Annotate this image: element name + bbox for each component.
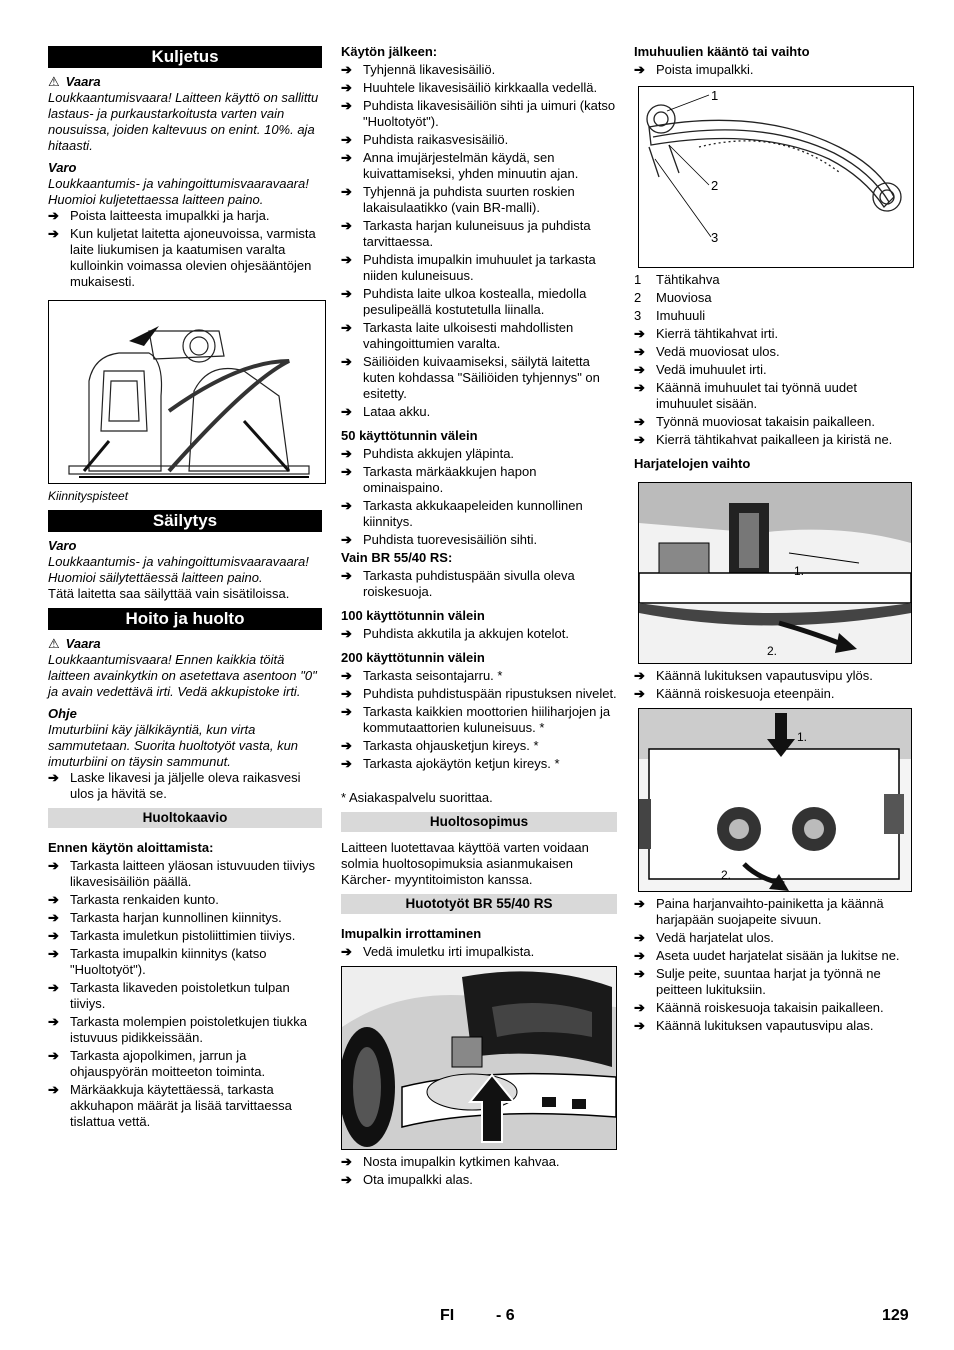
list-item: ➔ Tarkasta laite ulkoisesti mahdollisten vahingoittumien varalta. — [341, 320, 574, 351]
figure-caption: Kiinnityspisteet — [48, 489, 129, 503]
arrow-right-icon: ➔ — [341, 686, 352, 701]
arrow-right-icon: ➔ — [48, 770, 59, 785]
arrow-right-icon: ➔ — [48, 946, 59, 961]
list-item: ➔ Kierrä tähtikahvat paikalleen ja kiristä ne. — [634, 432, 893, 447]
list-item: ➔ Tyhjennä ja puhdista suurten roskien lakaisulaatikko (vain BR-malli). — [341, 184, 575, 215]
step-list — [634, 62, 912, 78]
arrow-right-icon: ➔ — [634, 1018, 645, 1033]
subheading: Harjatelojen vaihto — [634, 456, 751, 471]
list-item: ➔ Kun kuljetat laitetta ajoneuvoissa, varmista laite liukumisen ja kaatumisen varalta kulloinkin voimassa olevien ohjesääntöjen mukaisesti. — [48, 226, 316, 289]
list-item: ➔ Aseta uudet harjatelat sisään ja lukitse ne. — [634, 948, 900, 963]
list-item: ➔ Puhdista puhdistuspään ripustuksen nivelet. — [341, 686, 617, 701]
column-1 — [48, 44, 322, 1132]
list-item: ➔ Vedä harjatelat ulos. — [634, 930, 774, 945]
list-item: ➔ Märkäakkuja käytettäessä, tarkasta akkuhapon määrät ja lisää tarvittaessa tislattua vettä. — [48, 1082, 292, 1129]
arrow-right-icon: ➔ — [634, 432, 645, 447]
column-2 — [341, 44, 617, 1190]
section-title-hoito: Hoito ja huolto — [48, 608, 322, 630]
subheading: Vain BR 55/40 RS: — [341, 550, 453, 565]
list-item: ➔ Tarkasta molempien poistoletkujen tiukka istuvuus pidikkeissään. — [48, 1014, 308, 1045]
step-list — [634, 896, 912, 1034]
footnote: * Asiakaspalvelu suorittaa. — [341, 790, 493, 805]
step-list — [341, 568, 617, 600]
brush-head-drawing-2 — [639, 709, 911, 891]
list-item: ➔ Käännä lukituksen vapautusvipu ylös. — [634, 668, 873, 683]
step-list — [341, 1154, 617, 1188]
list-item: ➔ Huuhtele likavesisäiliö kirkkaalla vedellä. — [341, 80, 598, 95]
subsection-title-huoltosopimus: Huoltosopimus — [341, 812, 617, 832]
arrow-right-icon: ➔ — [341, 1154, 352, 1169]
list-item: ➔ Tarkasta harjan kunnollinen kiinnitys. — [48, 910, 282, 925]
list-item: ➔ Laske likavesi ja jäljelle oleva raikasvesi ulos ja hävitä se. — [48, 770, 301, 801]
arrow-right-icon: ➔ — [341, 404, 352, 419]
warning-triangle-icon: ⚠ — [48, 636, 60, 651]
list-item: ➔ Tarkasta akkukaapeleiden kunnollinen kiinnitys. — [341, 498, 583, 529]
arrow-right-icon: ➔ — [341, 464, 352, 479]
legend-item: 1 Tähtikahva — [634, 272, 720, 287]
list-item: ➔ Tarkasta likaveden poistoletkun tulpan tiiviys. — [48, 980, 290, 1011]
list-item: ➔ Kierrä tähtikahvat irti. — [634, 326, 779, 341]
list-item: ➔ Käännä lukituksen vapautusvipu alas. — [634, 1018, 874, 1033]
caution-heading: Varo — [48, 160, 77, 175]
list-item: ➔ Vedä imuletku irti imupalkista. — [341, 944, 535, 959]
list-item: ➔ Tarkasta ajopolkimen, jarrun ja ohjauspyörän moitteeton toiminta. — [48, 1048, 266, 1079]
step-list — [634, 668, 912, 702]
list-item: ➔ Poista imupalkki. — [634, 62, 754, 77]
list-item: ➔ Puhdista imupalkin imuhuulet ja tarkasta niiden kuluneisuus. — [341, 252, 596, 283]
list-item: ➔ Puhdista raikasvesisäiliö. — [341, 132, 509, 147]
subheading: 100 käyttötunnin välein — [341, 608, 485, 623]
arrow-right-icon: ➔ — [341, 568, 352, 583]
list-item: ➔ Käännä roiskesuoja eteenpäin. — [634, 686, 835, 701]
footer-language: FI — [440, 1307, 455, 1324]
brush-head-illustration-2 — [638, 708, 912, 892]
list-item: ➔ Poista laitteesta imupalkki ja harja. — [48, 208, 270, 223]
arrow-right-icon: ➔ — [341, 498, 352, 513]
list-item: ➔ Tarkasta imuletkun pistoliittimien tiiviys. — [48, 928, 296, 943]
brush-head-illustration-1 — [638, 482, 912, 664]
caution-text: Loukkaantumis- ja vahingoittumisvaaravaara! Huomioi säilytettäessä laitteen paino. — [48, 554, 309, 585]
arrow-right-icon: ➔ — [634, 1000, 645, 1015]
warning-heading: ⚠ Vaara — [48, 74, 101, 89]
section-title-kuljetus: Kuljetus — [48, 46, 322, 68]
tie-down-illustration — [48, 300, 326, 484]
step-list — [341, 446, 617, 548]
squeegee-lip-drawing — [639, 87, 913, 267]
arrow-right-icon: ➔ — [341, 98, 352, 113]
arrow-right-icon: ➔ — [634, 344, 645, 359]
list-item: ➔ Tarkasta kaikkien moottorien hiiliharjojen ja kommutaattorien kuluneisuus. * — [341, 704, 611, 735]
subheading: 200 käyttötunnin välein — [341, 650, 485, 665]
list-item: ➔ Tarkasta seisontajarru. * — [341, 668, 503, 683]
warning-text: Loukkaantumisvaara! Ennen kaikkia töitä laitteen avainkytkin on asetettava asentoon "0" ja avain vedettävä irti. Vedä akkupistoke irti. — [48, 652, 317, 699]
list-item: ➔ Tarkasta märkäakkujen hapon ominaispaino. — [341, 464, 537, 495]
arrow-right-icon: ➔ — [341, 354, 352, 369]
step-list — [48, 858, 322, 1130]
subheading: Ennen käytön aloittamista: — [48, 840, 214, 855]
list-item: ➔ Tyhjennä likavesisäiliö. — [341, 62, 496, 77]
brush-head-drawing-1 — [639, 483, 911, 663]
list-item: ➔ Tarkasta puhdistuspään sivulla oleva roiskesuoja. — [341, 568, 575, 599]
arrow-right-icon: ➔ — [634, 930, 645, 945]
arrow-right-icon: ➔ — [48, 1082, 59, 1097]
list-item: ➔ Tarkasta imupalkin kiinnitys (katso "Huoltotyöt"). — [48, 946, 267, 977]
squeegee-lip-illustration — [638, 86, 914, 268]
step-label-2: 2. — [721, 868, 732, 882]
arrow-right-icon: ➔ — [48, 980, 59, 995]
arrow-right-icon: ➔ — [341, 62, 352, 77]
arrow-right-icon: ➔ — [634, 966, 645, 981]
list-item: ➔ Työnnä muoviosat takaisin paikalleen. — [634, 414, 875, 429]
arrow-right-icon: ➔ — [341, 668, 352, 683]
arrow-right-icon: ➔ — [48, 858, 59, 873]
arrow-right-icon: ➔ — [634, 362, 645, 377]
list-item: ➔ Tarkasta ohjausketjun kireys. * — [341, 738, 539, 753]
note-text: Imuturbiini käy jälkikäyntiä, kun virta sammutetaan. Suorita huoltotyöt vasta, kun imuturbiini on täysin sammunut. — [48, 722, 299, 769]
arrow-right-icon: ➔ — [341, 252, 352, 267]
subheading: 50 käyttötunnin välein — [341, 428, 478, 443]
list-item: ➔ Säiliöiden kuivaamiseksi, säilytä laitetta kuten kohdassa "Säiliöiden tyhjennys" on esitetty. — [341, 354, 600, 401]
arrow-right-icon: ➔ — [48, 1014, 59, 1029]
contract-text: Laitteen luotettavaa käyttöä varten voidaan solmia huoltosopimuksia asianmukaisen Kärcher- myyntitoimiston kanssa. — [341, 840, 589, 887]
arrow-right-icon: ➔ — [341, 218, 352, 233]
arrow-right-icon: ➔ — [48, 208, 59, 223]
arrow-right-icon: ➔ — [341, 132, 352, 147]
list-item: ➔ Lataa akku. — [341, 404, 431, 419]
arrow-right-icon: ➔ — [634, 380, 645, 395]
list-item: ➔ Käännä imuhuulet tai työnnä uudet imuhuulet sisään. — [634, 380, 857, 411]
step-list — [341, 626, 617, 642]
arrow-right-icon: ➔ — [341, 80, 352, 95]
arrow-right-icon: ➔ — [341, 446, 352, 461]
column-3 — [634, 44, 912, 1036]
arrow-right-icon: ➔ — [634, 668, 645, 683]
list-item: ➔ Puhdista likavesisäiliön sihti ja uimuri (katso "Huoltotyöt"). — [341, 98, 616, 129]
machine-drawing — [49, 301, 325, 483]
subheading: Käytön jälkeen: — [341, 44, 438, 59]
arrow-right-icon: ➔ — [634, 62, 645, 77]
arrow-right-icon: ➔ — [341, 320, 352, 335]
arrow-right-icon: ➔ — [634, 948, 645, 963]
list-item: ➔ Tarkasta harjan kuluneisuus ja puhdista tarvittaessa. — [341, 218, 591, 249]
step-label-1: 1. — [794, 564, 805, 578]
arrow-right-icon: ➔ — [341, 1172, 352, 1187]
arrow-right-icon: ➔ — [48, 928, 59, 943]
footer-local-page: - 6 — [496, 1307, 515, 1324]
subsection-title-huoltokaavio: Huoltokaavio — [48, 808, 322, 828]
step-list — [341, 62, 617, 420]
list-item: ➔ Vedä imuhuulet irti. — [634, 362, 767, 377]
arrow-right-icon: ➔ — [341, 704, 352, 719]
step-list — [341, 944, 617, 960]
warning-heading: ⚠ Vaara — [48, 636, 101, 651]
callout-2: 2 — [711, 178, 719, 193]
footer-page-number: 129 — [882, 1307, 909, 1324]
arrow-right-icon: ➔ — [634, 414, 645, 429]
arrow-right-icon: ➔ — [341, 944, 352, 959]
list-item: ➔ Puhdista tuorevesisäiliön sihti. — [341, 532, 538, 547]
legend-list — [634, 272, 912, 324]
step-list — [341, 668, 617, 772]
list-item: ➔ Puhdista akkujen yläpinta. — [341, 446, 515, 461]
storage-text: Tätä laitetta saa säilyttää vain sisätiloissa. — [48, 586, 290, 601]
list-item: ➔ Paina harjanvaihto-painiketta ja käännä harjapään suojapeite sivuun. — [634, 896, 884, 927]
subheading: Imupalkin irrottaminen — [341, 926, 482, 941]
warning-triangle-icon: ⚠ — [48, 74, 60, 89]
squeegee-removal-illustration — [341, 966, 617, 1150]
list-item: ➔ Tarkasta laitteen yläosan istuvuuden tiiviys likavesisäiliön päällä. — [48, 858, 315, 889]
section-title-sailytys: Säilytys — [48, 510, 322, 532]
list-item: ➔ Tarkasta ajokäytön ketjun kireys. * — [341, 756, 560, 771]
step-label-1: 1. — [797, 730, 808, 744]
arrow-right-icon: ➔ — [341, 532, 352, 547]
arrow-right-icon: ➔ — [341, 738, 352, 753]
subsection-title-huoltotyot: Huototyöt BR 55/40 RS — [341, 894, 617, 914]
note-heading: Ohje — [48, 706, 77, 721]
warning-text: Loukkaantumisvaara! Laitteen käyttö on sallittu lastaus- ja purkaustarkoitusta varten vain nousuissa, joiden kaltevuus on enint. 10%. aja hitaasti. — [48, 90, 319, 153]
arrow-right-icon: ➔ — [341, 626, 352, 641]
arrow-right-icon: ➔ — [48, 892, 59, 907]
arrow-right-icon: ➔ — [341, 184, 352, 199]
arrow-right-icon: ➔ — [634, 326, 645, 341]
callout-3: 3 — [711, 230, 719, 245]
arrow-right-icon: ➔ — [341, 286, 352, 301]
list-item: ➔ Sulje peite, suuntaa harjat ja työnnä ne peitteen lukituksiin. — [634, 966, 881, 997]
list-item: ➔ Vedä muoviosat ulos. — [634, 344, 780, 359]
step-list — [48, 770, 322, 802]
callout-1: 1 — [711, 88, 719, 103]
arrow-right-icon: ➔ — [341, 756, 352, 771]
list-item: ➔ Anna imujärjestelmän käydä, sen kuivattamiseksi, yhden minuutin ajan. — [341, 150, 579, 181]
list-item: ➔ Puhdista akkutila ja akkujen kotelot. — [341, 626, 569, 641]
caution-heading: Varo — [48, 538, 77, 553]
list-item: ➔ Ota imupalkki alas. — [341, 1172, 473, 1187]
legend-item: 2 Muoviosa — [634, 290, 712, 305]
arrow-right-icon: ➔ — [48, 1048, 59, 1063]
list-item: ➔ Tarkasta renkaiden kunto. — [48, 892, 219, 907]
caution-text: Loukkaantumis- ja vahingoittumisvaaravaara! Huomioi kuljetettaessa laitteen paino. — [48, 176, 309, 207]
arrow-right-icon: ➔ — [48, 910, 59, 925]
step-label-2: 2. — [767, 644, 778, 658]
list-item: ➔ Käännä roiskesuoja takaisin paikalleen. — [634, 1000, 884, 1015]
step-list — [634, 326, 912, 448]
arrow-right-icon: ➔ — [634, 896, 645, 911]
step-list — [48, 208, 322, 290]
arrow-right-icon: ➔ — [48, 226, 59, 241]
legend-item: 3 Imuhuuli — [634, 308, 706, 323]
list-item: ➔ Puhdista laite ulkoa kostealla, miedolla pesulipeällä kostutetulla liinalla. — [341, 286, 587, 317]
list-item: ➔ Nosta imupalkin kytkimen kahvaa. — [341, 1154, 560, 1169]
arrow-right-icon: ➔ — [341, 150, 352, 165]
squeegee-drawing — [342, 967, 616, 1149]
subheading: Imuhuulien kääntö tai vaihto — [634, 44, 810, 59]
arrow-right-icon: ➔ — [634, 686, 645, 701]
